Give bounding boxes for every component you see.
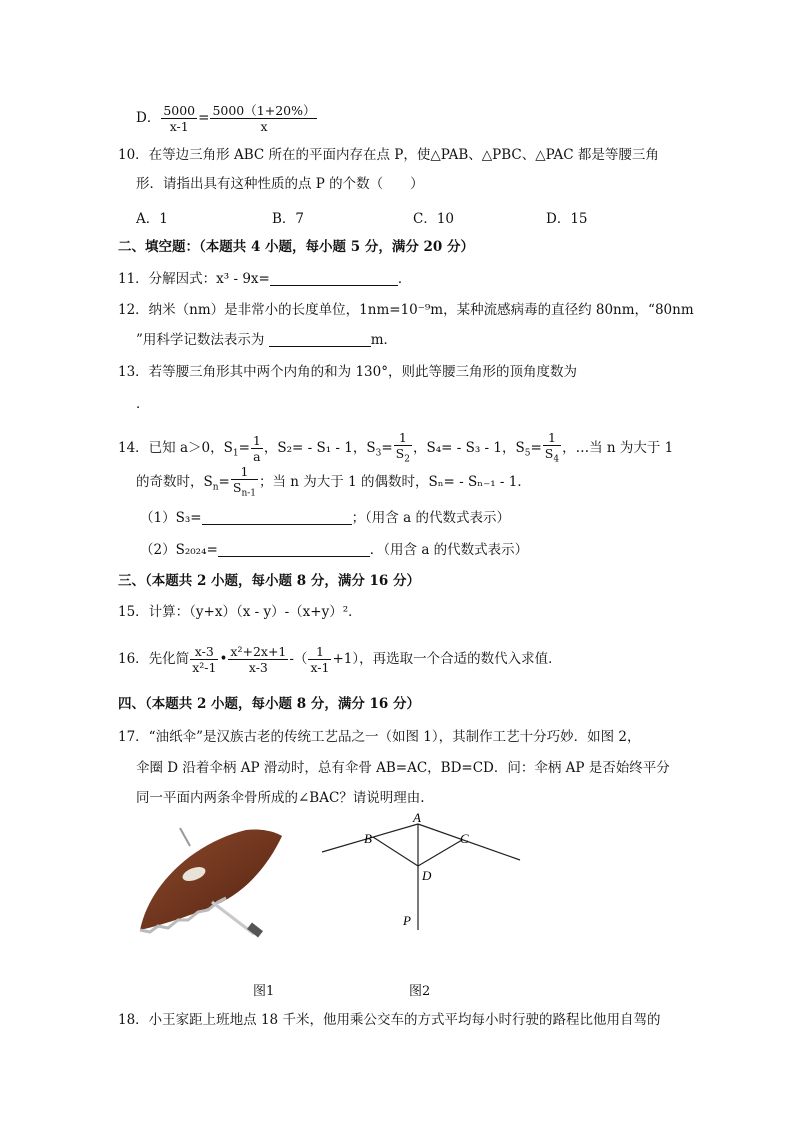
label-d: D [422, 868, 432, 883]
denominator: x-1 [310, 660, 330, 675]
answer-blank[interactable] [202, 510, 352, 525]
fraction [251, 433, 263, 464]
q16-text: +1），再选取一个合适的数代入求值． [332, 651, 562, 667]
denominator [231, 480, 258, 502]
q10-line1: 10．在等边三角形 ABC 所在的平面内存在点 P，使△PAB、△PBC、△PAC 都是等腰三角 [118, 147, 659, 163]
q10-line2: 形．请指出具有这种性质的点 P 的个数（ ） [136, 176, 424, 192]
denominator: x-3 [248, 660, 268, 675]
fraction [228, 644, 288, 675]
symbol-s: S [366, 440, 376, 456]
fraction [543, 430, 561, 468]
subscript: 3 [375, 448, 382, 459]
denominator-symbol: S [395, 445, 405, 461]
fraction [190, 644, 218, 675]
q15: 15．计算：（y+x）（x - y）-（x+y）²． [118, 604, 362, 620]
q10-option-b: B．7 [272, 211, 305, 227]
umbrella-canopy [140, 829, 282, 930]
q14-part-label: （1）S₃= [140, 510, 202, 526]
numerator: 1 [543, 430, 561, 446]
numerator: x²+2x+1 [230, 644, 287, 659]
q12-line1: 12．纳米（nm）是非常小的长度单位，1nm=10⁻⁹m，某种流感病毒的直径约 80nm，“80nm [118, 302, 694, 318]
subscript: 5 [524, 448, 531, 459]
q14-part-hint: ．（用含 a 的代数式表示） [369, 542, 529, 558]
q14-part1 [140, 508, 510, 528]
q12-line2 [136, 330, 397, 350]
q10-option-c: C．10 [413, 211, 455, 227]
section-heading: 二、填空题：（本题共 4 小题，每小题 5 分，满分 20 分） [118, 239, 475, 255]
section-heading: 四、（本题共 2 小题，每小题 8 分，满分 16 分） [118, 696, 421, 712]
q14-line1: 14．已知 a＞0，$S_1=$ $\frac{1}{a}$ ，S₂= - S₁ - 1，$S_3=$ $\frac{1}{S_2}$ ，S₄= - S₃ - 1，$S_5=$ $\frac{1}{S_4}$ ，…当 n 为大于 1 [118, 428, 673, 468]
equals: = [198, 110, 210, 126]
q14-text: ；当 n 为大于 1 的偶数时，Sₙ= - Sₙ₋₁ - 1． [259, 474, 531, 490]
q14-text: ，…当 n 为大于 1 [562, 440, 674, 456]
denominator: x [260, 119, 268, 134]
numerator: 1 [394, 430, 412, 446]
q14-text: ，S₄= - S₃ - 1， [412, 440, 516, 456]
umbrella-handle [247, 923, 263, 938]
rib-ac-right [418, 824, 520, 860]
denominator-symbol: S [544, 445, 554, 461]
figure-caption: 图1 [253, 984, 275, 999]
q11-text: 11．分解因式：x³ - 9x= [118, 271, 270, 287]
numerator: 1 [252, 433, 261, 448]
label-p: P [403, 913, 411, 928]
label-a: A [413, 812, 421, 825]
rib-bd [373, 837, 418, 866]
q10-option-a: A．1 [136, 211, 168, 227]
q11-end: ． [397, 271, 412, 287]
figure-caption: 图2 [409, 984, 431, 999]
subscript: n [212, 482, 219, 493]
answer-blank[interactable] [270, 271, 398, 286]
denominator: a [253, 449, 261, 464]
q16 [118, 638, 562, 680]
q14-line2: 的奇数时，$S_n=$ $\frac{1}{S_{n-1}}$ ；当 n 为大于 1 的偶数时，Sₙ= - Sₙ₋₁ - 1． [136, 462, 531, 502]
subscript: 2 [404, 454, 410, 465]
fraction [231, 464, 258, 502]
umbrella-tip [180, 828, 190, 846]
label-c: C [460, 831, 469, 846]
q13-line1: 13．若等腰三角形其中两个内角的和为 130°，则此等腰三角形的顶角度数为 [118, 364, 577, 380]
numerator: x-3 [190, 644, 218, 660]
geometry-figure [318, 812, 528, 934]
numerator: 1 [231, 464, 258, 480]
denominator-symbol: S [232, 479, 242, 495]
fraction [161, 103, 197, 134]
denominator [543, 446, 561, 468]
q13-line2: ． [136, 396, 150, 412]
q12-unit: m． [370, 332, 398, 348]
q14-text: 的奇数时， [136, 474, 204, 490]
symbol-s: S [515, 440, 525, 456]
fraction [308, 644, 331, 675]
subscript: n-1 [241, 488, 257, 499]
q9-option-d [136, 103, 318, 134]
symbol-s: S [223, 440, 233, 456]
rib-cd [418, 840, 462, 866]
numerator: 1 [308, 644, 331, 660]
q17-line2: 伞圈 D 沿着伞柄 AP 滑动时，总有伞骨 AB=AC，BD=CD．问：伞柄 AP 是否始终平分 [136, 760, 670, 776]
answer-blank[interactable] [269, 332, 371, 347]
q16-text: -（ [289, 651, 308, 667]
q17-line3: 同一平面内两条伞骨所成的∠BAC？请说明理由. [136, 790, 425, 806]
multiply-dot: • [219, 651, 228, 667]
subscript: 4 [553, 454, 560, 465]
umbrella-figure [136, 822, 286, 952]
q14-part-label: （2）S₂₀₂₄= [140, 542, 218, 558]
denominator: x-1 [169, 119, 189, 134]
q14-text: 14．已知 a＞0， [118, 440, 224, 456]
q11 [118, 269, 411, 289]
denominator: x²-1 [192, 660, 217, 675]
label-b: B [364, 831, 372, 846]
equals: = [238, 440, 250, 456]
q14-part-hint: ；（用含 a 的代数式表示） [351, 510, 510, 526]
numerator: 5000 [163, 103, 196, 118]
numerator: 5000（1+20%） [212, 103, 316, 118]
q17-line1: 17．“油纸伞”是汉族古老的传统工艺品之一（如图 1），其制作工艺十分巧妙．如图 2， [118, 729, 641, 745]
option-label: D． [136, 110, 161, 126]
q10-option-d: D．15 [546, 211, 588, 227]
subscript: 1 [232, 448, 239, 459]
q14-part2 [140, 540, 528, 560]
q16-text: 16．先化简 [118, 651, 190, 667]
fraction [210, 103, 317, 134]
answer-blank[interactable] [218, 542, 370, 557]
q14-text: ，S₂= - S₁ - 1， [263, 440, 367, 456]
q12-text: ”用科学记数法表示为 [136, 332, 265, 348]
symbol-s: S [203, 474, 213, 490]
q18-line1: 18．小王家距上班地点 18 千米，他用乘公交车的方式平均每小时行驶的路程比他用自驾的 [118, 1012, 661, 1028]
section-heading: 三、（本题共 2 小题，每小题 8 分，满分 16 分） [118, 573, 421, 589]
